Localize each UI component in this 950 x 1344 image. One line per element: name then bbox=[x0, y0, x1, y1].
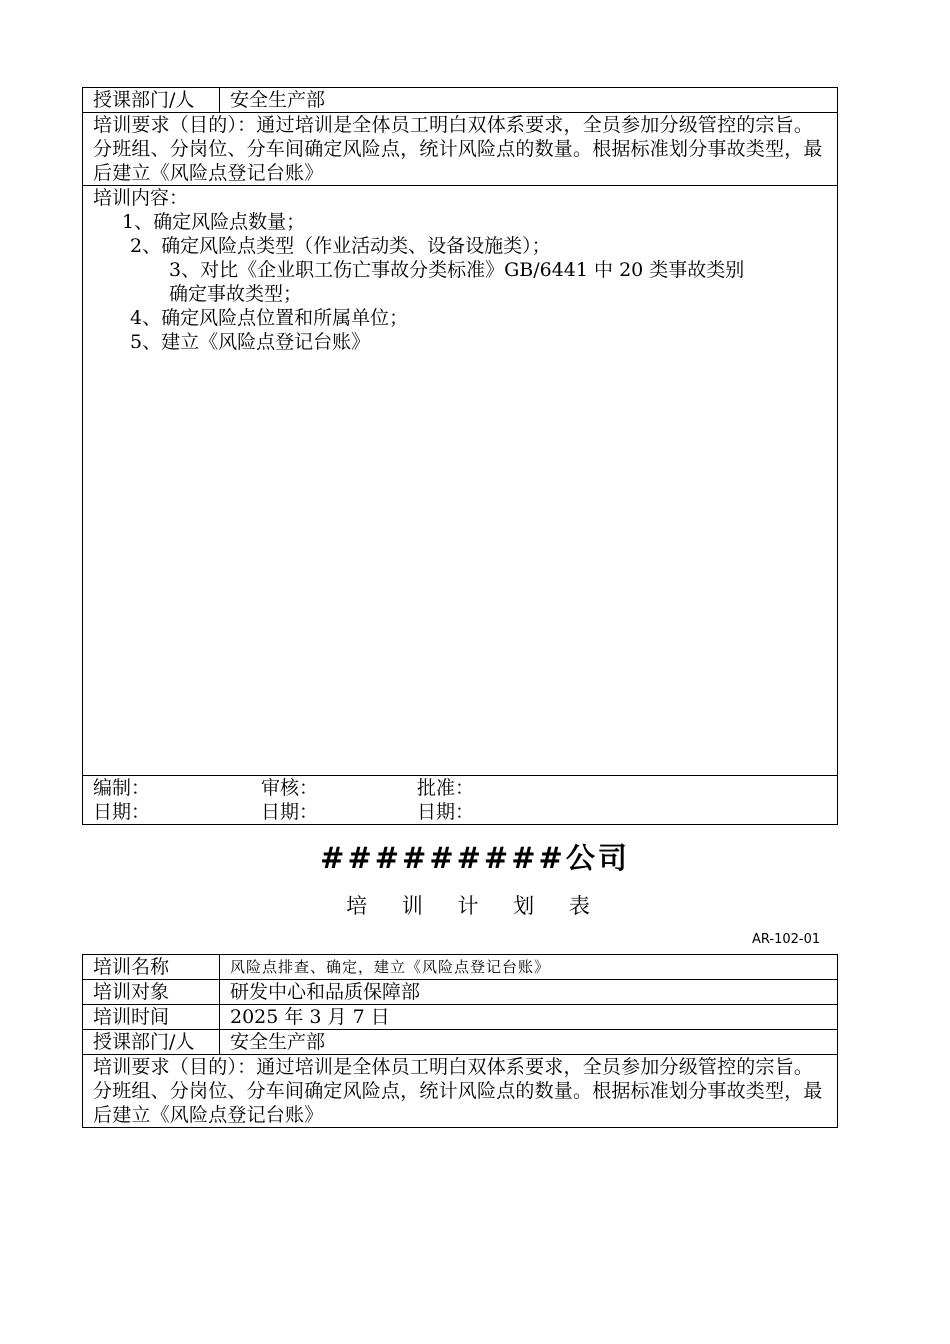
company-name: #########公司 bbox=[320, 841, 630, 875]
training-time-label: 培训时间 bbox=[83, 1005, 220, 1030]
content-label: 培训内容： bbox=[93, 187, 189, 209]
date-label: 日期： bbox=[417, 801, 475, 823]
document-code: AR-102-01 bbox=[752, 932, 821, 947]
content-item: 确定事故类型； bbox=[169, 283, 303, 305]
compiled-label: 编制： bbox=[93, 777, 151, 799]
reviewed-label: 审核： bbox=[261, 777, 319, 799]
training-name-value: 风险点排查、确定，建立《风险点登记台账》 bbox=[220, 955, 838, 980]
content-item: 4、确定风险点位置和所属单位； bbox=[130, 307, 409, 329]
upper-training-form bbox=[82, 87, 838, 825]
instructor-label: 授课部门/人 bbox=[83, 1030, 220, 1055]
instructor-label: 授课部门/人 bbox=[83, 88, 220, 113]
date-label: 日期： bbox=[261, 801, 319, 823]
instructor-value: 安全生产部 bbox=[220, 88, 838, 113]
content-item: 1、确定风险点数量； bbox=[122, 211, 306, 233]
training-time-value: 2025 年 3 月 7 日 bbox=[220, 1005, 838, 1030]
training-content bbox=[83, 186, 838, 776]
training-target-label: 培训对象 bbox=[83, 980, 220, 1005]
instructor-value: 安全生产部 bbox=[220, 1030, 838, 1055]
training-target-value: 研发中心和品质保障部 bbox=[220, 980, 838, 1005]
plan-title: 培 训 计 划 表 bbox=[346, 894, 604, 918]
content-item: 5、建立《风险点登记台账》 bbox=[130, 331, 371, 353]
training-requirement: 培训要求（目的）：通过培训是全体员工明白双体系要求，全员参加分级管控的宗旨。分班组、分岗位、分车间确定风险点，统计风险点的数量。根据标准划分事故类型，最后建立《风险点登记台账》 bbox=[83, 1055, 838, 1128]
approved-label: 批准： bbox=[417, 777, 475, 799]
training-name-label: 培训名称 bbox=[83, 955, 220, 980]
content-item: 2、确定风险点类型（作业活动类、设备设施类）； bbox=[130, 235, 551, 257]
date-label: 日期： bbox=[93, 801, 151, 823]
content-item: 3、对比《企业职工伤亡事故分类标准》GB/6441 中 20 类事故类别 bbox=[169, 259, 745, 281]
training-requirement: 培训要求（目的）：通过培训是全体员工明白双体系要求，全员参加分级管控的宗旨。分班组、分岗位、分车间确定风险点，统计风险点的数量。根据标准划分事故类型，最后建立《风险点登记台账》 bbox=[83, 113, 838, 186]
lower-training-form bbox=[82, 954, 838, 1128]
signature-block bbox=[83, 776, 838, 825]
